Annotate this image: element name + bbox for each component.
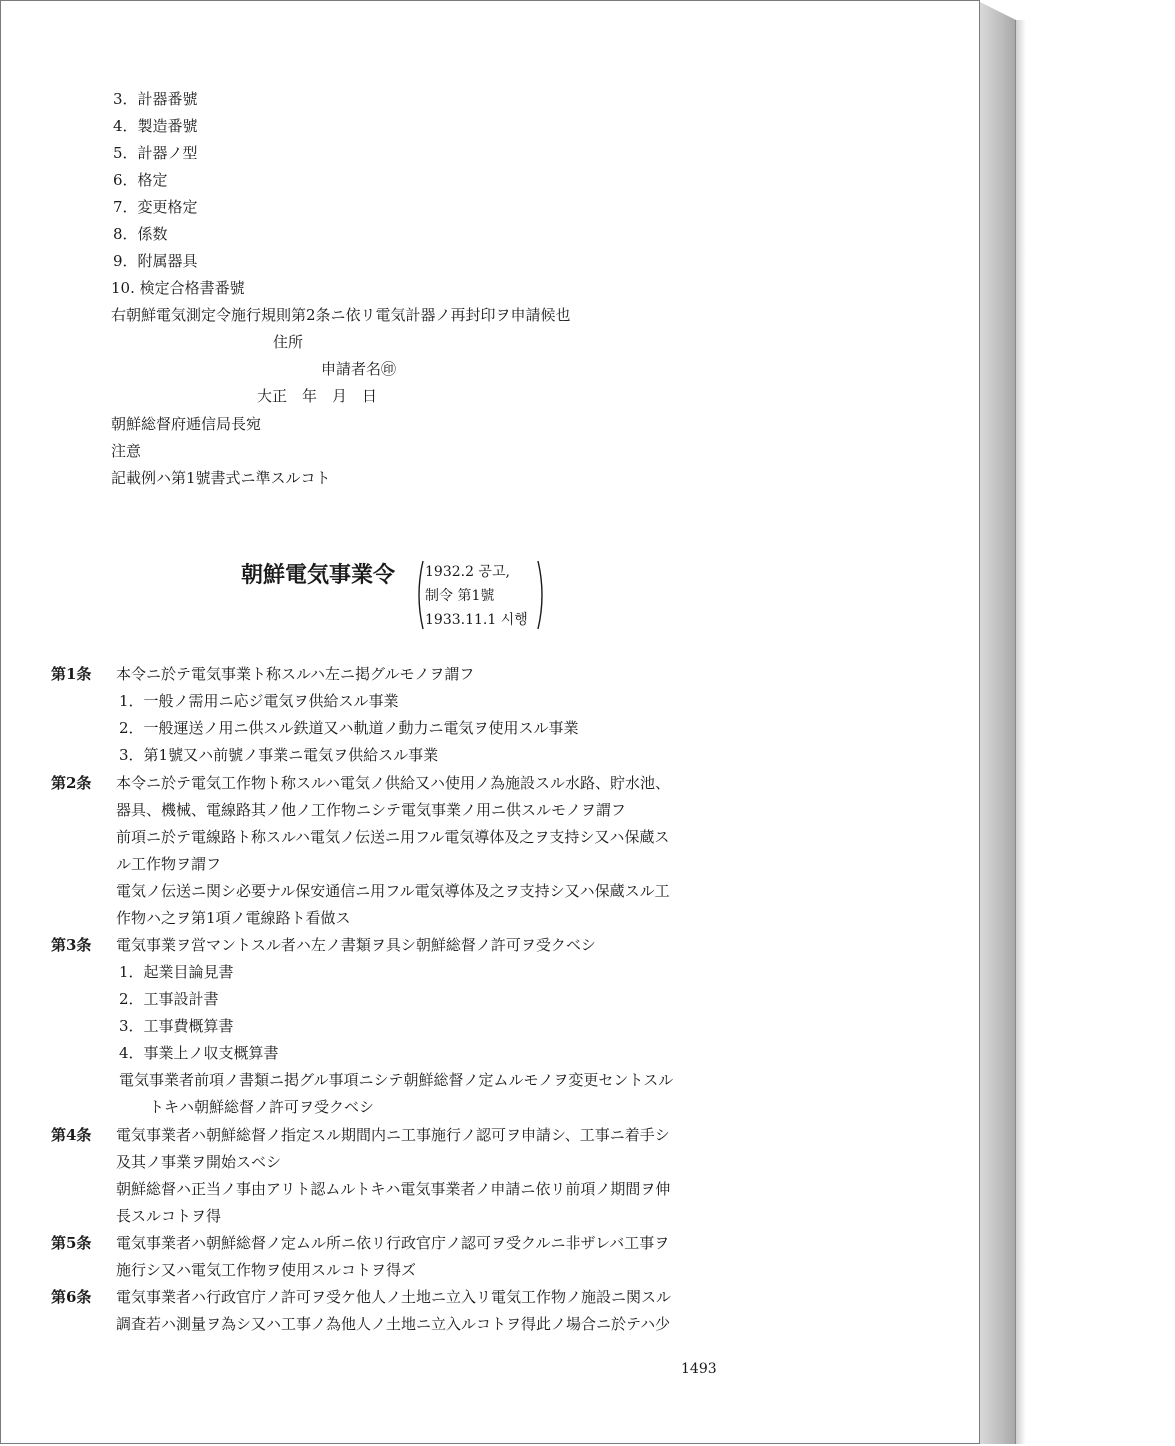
article-line: 1．一般ノ需用ニ応ジ電気ヲ供給スル事業 [119,692,399,710]
article-label: 第3条 [51,936,92,954]
law-meta-line: 1933.11.1 시행 [425,612,528,628]
article-line: 2．工事設計書 [119,990,219,1008]
article-line: 作物ハ之ヲ第1項ノ電線路ト看做ス [116,909,351,927]
form-address: 住所 [273,333,304,351]
article-line: 器具、機械、電線路其ノ他ノ工作物ニシテ電気事業ノ用ニ供スルモノヲ謂フ [116,801,626,819]
article-label: 第2条 [51,774,92,792]
form-statement: 右朝鮮電気測定令施行規則第2条ニ依リ電気計器ノ再封印ヲ申請候也 [111,306,571,324]
law-meta-bracket [413,559,548,631]
article-line: 1．起業目論見書 [119,963,234,981]
form-item: 3．計器番號 [113,90,198,108]
form-item: 7．変更格定 [113,198,198,216]
article-line: 電気事業者ハ朝鮮総督ノ定ムル所ニ依リ行政官庁ノ認可ヲ受クルニ非ザレバ工事ヲ [116,1234,670,1252]
form-item: 4．製造番號 [113,117,198,135]
form-item: 5．計器ノ型 [113,144,198,162]
article-line: 本令ニ於テ電気工作物ト称スルハ電気ノ供給又ハ使用ノ為施設スル水路、貯水池、 [116,774,670,792]
form-item: 8．係数 [113,225,168,243]
article-line: 電気事業ヲ営マントスル者ハ左ノ書類ヲ具シ朝鮮総督ノ許可ヲ受クベシ [116,936,596,954]
page-shadow [1016,20,1026,1444]
article-line: 4．事業上ノ収支概算書 [119,1044,279,1062]
article-line: ル工作物ヲ謂フ [116,855,222,873]
form-date: 大正 年 月 日 [257,387,378,405]
article-label: 第6条 [51,1288,92,1306]
page-number: 1493 [681,1361,717,1377]
law-title: 朝鮮電気事業令 [241,562,396,588]
article-label: 第1条 [51,665,92,683]
article-line: 電気事業者ハ朝鮮総督ノ指定スル期間内ニ工事施行ノ認可ヲ申請シ、工事ニ着手シ [116,1126,670,1144]
law-meta-line: 制令 第1號 [425,588,495,604]
article-line: 本令ニ於テ電気事業ト称スルハ左ニ掲グルモノヲ謂フ [116,665,475,683]
form-addressee: 朝鮮総督府逓信局長宛 [111,415,262,433]
article-line: 施行シ又ハ電気工作物ヲ使用スルコトヲ得ズ [116,1261,417,1279]
form-item: 6．格定 [113,171,168,189]
law-meta-line: 1932.2 공고, [425,564,510,580]
form-note-text: 記載例ハ第1號書式ニ準スルコト [111,469,331,487]
article-line: トキハ朝鮮総督ノ許可ヲ受クベシ [149,1098,375,1116]
article-line: 前項ニ於テ電線路ト称スルハ電気ノ伝送ニ用フル電気導体及之ヲ支持シ又ハ保蔵ス [116,828,670,846]
article-label: 第4条 [51,1126,92,1144]
form-item: 10. 検定合格書番號 [111,279,245,297]
article-line: 長スルコトヲ得 [116,1207,222,1225]
article-line: 及其ノ事業ヲ開始スベシ [116,1153,282,1171]
article-line: 電気事業者ハ行政官庁ノ許可ヲ受ケ他人ノ土地ニ立入リ電気工作物ノ施設ニ関スル [116,1288,672,1306]
form-applicant: 申請者名㊞ [321,360,397,378]
article-line: 電気ノ伝送ニ関シ必要ナル保安通信ニ用フル電気導体及之ヲ支持シ又ハ保蔵スル工 [116,882,670,900]
article-line: 2．一般運送ノ用ニ供スル鉄道又ハ軌道ノ動力ニ電気ヲ使用スル事業 [119,719,579,737]
form-item: 9．附属器具 [113,252,198,270]
form-note-label: 注意 [111,442,142,460]
article-line: 3．工事費概算書 [119,1017,234,1035]
article-line: 電気事業者前項ノ書類ニ掲グル事項ニシテ朝鮮総督ノ定ムルモノヲ変更セントスル [119,1071,674,1089]
article-line: 調査若ハ測量ヲ為シ又ハ工事ノ為他人ノ土地ニ立入ルコトヲ得此ノ場合ニ於テハ少 [116,1315,671,1333]
article-label: 第5条 [51,1234,92,1252]
page-edge [980,2,1016,1444]
article-line: 3．第1號又ハ前號ノ事業ニ電気ヲ供給スル事業 [119,746,439,764]
article-line: 朝鮮総督ハ正当ノ事由アリト認ムルトキハ電気事業者ノ申請ニ依リ前項ノ期間ヲ伸 [116,1180,671,1198]
